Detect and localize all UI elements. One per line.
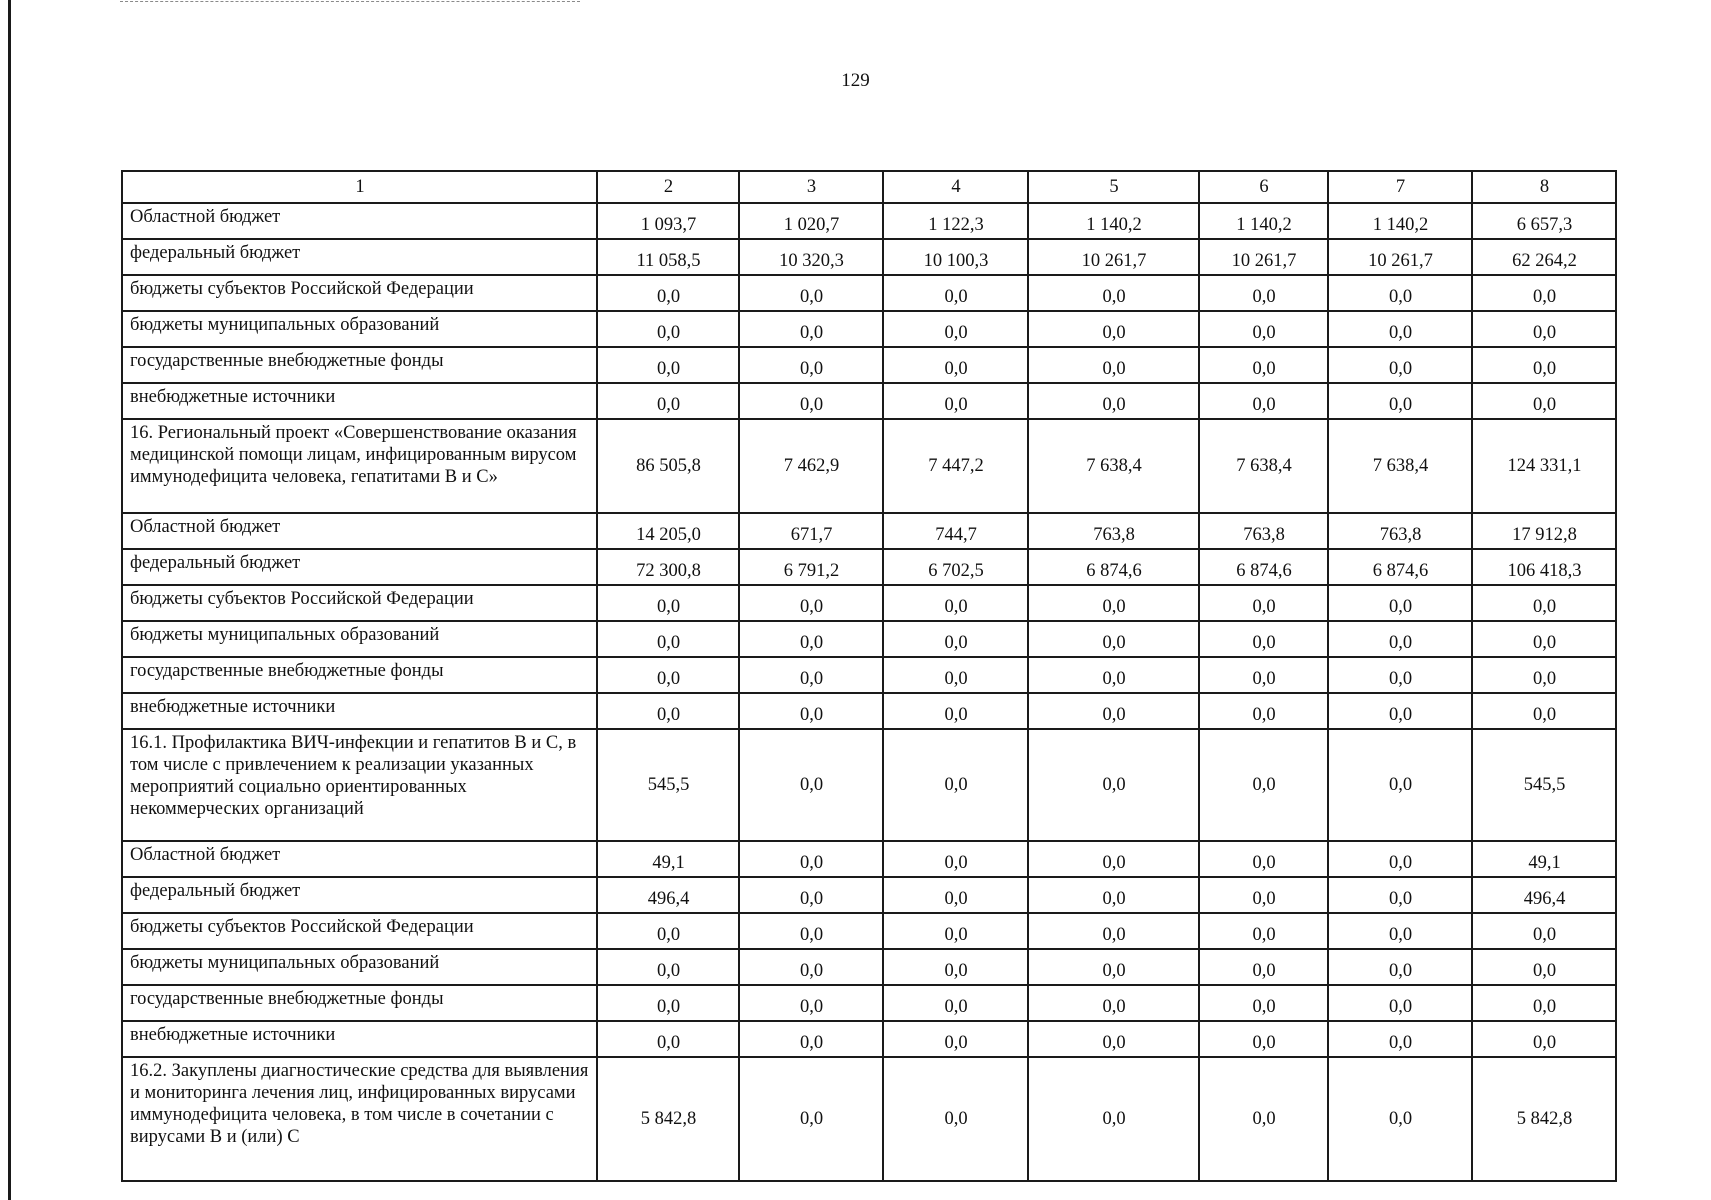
value-cell: 49,1 — [1472, 841, 1616, 877]
table-row — [122, 383, 1616, 419]
value-cell: 0,0 — [1028, 985, 1199, 1021]
row-label: бюджеты муниципальных образований — [122, 311, 597, 347]
value-cell: 5 842,8 — [1472, 1057, 1616, 1181]
value-cell: 0,0 — [1028, 693, 1199, 729]
value-cell: 0,0 — [1328, 621, 1472, 657]
value-cell: 0,0 — [883, 347, 1028, 383]
value-cell: 0,0 — [1028, 877, 1199, 913]
column-header: 4 — [883, 171, 1028, 203]
value-cell: 0,0 — [1328, 383, 1472, 419]
value-cell: 0,0 — [1328, 729, 1472, 841]
table-row — [122, 877, 1616, 913]
value-cell: 0,0 — [739, 1057, 883, 1181]
value-cell: 0,0 — [883, 1057, 1028, 1181]
table-row — [122, 1057, 1616, 1181]
value-cell: 0,0 — [1028, 275, 1199, 311]
column-header: 7 — [1328, 171, 1472, 203]
row-label: внебюджетные источники — [122, 383, 597, 419]
value-cell: 0,0 — [597, 913, 739, 949]
table-row — [122, 347, 1616, 383]
table-row — [122, 657, 1616, 693]
value-cell: 72 300,8 — [597, 549, 739, 585]
value-cell: 0,0 — [1328, 985, 1472, 1021]
row-label: государственные внебюджетные фонды — [122, 657, 597, 693]
value-cell: 5 842,8 — [597, 1057, 739, 1181]
value-cell: 1 140,2 — [1199, 203, 1328, 239]
table-row — [122, 841, 1616, 877]
value-cell: 0,0 — [1472, 693, 1616, 729]
value-cell: 0,0 — [739, 729, 883, 841]
table-row — [122, 585, 1616, 621]
table-header-row — [122, 171, 1616, 203]
value-cell: 0,0 — [1472, 1021, 1616, 1057]
value-cell: 0,0 — [1028, 311, 1199, 347]
value-cell: 0,0 — [1328, 1021, 1472, 1057]
value-cell: 744,7 — [883, 513, 1028, 549]
value-cell: 0,0 — [1028, 913, 1199, 949]
scan-artifact-line — [120, 1, 580, 2]
value-cell: 0,0 — [1199, 841, 1328, 877]
value-cell: 0,0 — [739, 1021, 883, 1057]
value-cell: 10 320,3 — [739, 239, 883, 275]
value-cell: 49,1 — [597, 841, 739, 877]
row-label: федеральный бюджет — [122, 239, 597, 275]
value-cell: 0,0 — [739, 347, 883, 383]
value-cell: 1 140,2 — [1328, 203, 1472, 239]
value-cell: 0,0 — [739, 585, 883, 621]
value-cell: 0,0 — [1199, 877, 1328, 913]
value-cell: 0,0 — [1199, 657, 1328, 693]
value-cell: 6 874,6 — [1328, 549, 1472, 585]
value-cell: 0,0 — [739, 311, 883, 347]
value-cell: 0,0 — [1199, 585, 1328, 621]
value-cell: 0,0 — [597, 311, 739, 347]
value-cell: 763,8 — [1199, 513, 1328, 549]
column-header: 5 — [1028, 171, 1199, 203]
value-cell: 86 505,8 — [597, 419, 739, 513]
table-row — [122, 513, 1616, 549]
value-cell: 0,0 — [883, 1021, 1028, 1057]
value-cell: 10 261,7 — [1328, 239, 1472, 275]
value-cell: 0,0 — [1028, 621, 1199, 657]
value-cell: 496,4 — [597, 877, 739, 913]
value-cell: 0,0 — [883, 275, 1028, 311]
value-cell: 0,0 — [1328, 1057, 1472, 1181]
value-cell: 0,0 — [1472, 585, 1616, 621]
value-cell: 7 462,9 — [739, 419, 883, 513]
value-cell: 0,0 — [883, 585, 1028, 621]
value-cell: 0,0 — [739, 383, 883, 419]
row-label: 16.2. Закуплены диагностические средства для выявления и мониторинга лечения лиц, инфицированных вирусами иммунодефицита человека, в том числе в сочетании с вирусами В и (или) С — [122, 1057, 597, 1181]
value-cell: 0,0 — [1028, 657, 1199, 693]
value-cell: 0,0 — [1472, 949, 1616, 985]
table-row — [122, 549, 1616, 585]
value-cell: 0,0 — [883, 877, 1028, 913]
value-cell: 0,0 — [1199, 693, 1328, 729]
value-cell: 0,0 — [1199, 1057, 1328, 1181]
table-row — [122, 203, 1616, 239]
value-cell: 0,0 — [597, 383, 739, 419]
value-cell: 0,0 — [1328, 275, 1472, 311]
table-row — [122, 239, 1616, 275]
row-label: бюджеты муниципальных образований — [122, 949, 597, 985]
row-label: Областной бюджет — [122, 841, 597, 877]
value-cell: 0,0 — [1028, 585, 1199, 621]
value-cell: 0,0 — [1199, 985, 1328, 1021]
value-cell: 0,0 — [739, 985, 883, 1021]
table-row — [122, 949, 1616, 985]
table-row — [122, 275, 1616, 311]
value-cell: 11 058,5 — [597, 239, 739, 275]
value-cell: 0,0 — [739, 693, 883, 729]
value-cell: 0,0 — [883, 985, 1028, 1021]
value-cell: 0,0 — [1472, 347, 1616, 383]
value-cell: 0,0 — [597, 985, 739, 1021]
value-cell: 10 261,7 — [1199, 239, 1328, 275]
table-row — [122, 985, 1616, 1021]
value-cell: 0,0 — [1028, 729, 1199, 841]
value-cell: 0,0 — [597, 1021, 739, 1057]
column-header: 6 — [1199, 171, 1328, 203]
value-cell: 763,8 — [1328, 513, 1472, 549]
value-cell: 496,4 — [1472, 877, 1616, 913]
value-cell: 0,0 — [883, 729, 1028, 841]
value-cell: 6 874,6 — [1199, 549, 1328, 585]
row-label: бюджеты субъектов Российской Федерации — [122, 585, 597, 621]
value-cell: 0,0 — [883, 621, 1028, 657]
value-cell: 0,0 — [1328, 949, 1472, 985]
value-cell: 10 100,3 — [883, 239, 1028, 275]
value-cell: 1 122,3 — [883, 203, 1028, 239]
row-label: государственные внебюджетные фонды — [122, 347, 597, 383]
row-label: федеральный бюджет — [122, 877, 597, 913]
table-row — [122, 1021, 1616, 1057]
value-cell: 0,0 — [883, 913, 1028, 949]
value-cell: 0,0 — [1199, 383, 1328, 419]
value-cell: 0,0 — [597, 949, 739, 985]
budget-table — [121, 170, 1617, 1182]
value-cell: 0,0 — [883, 311, 1028, 347]
row-label: внебюджетные источники — [122, 693, 597, 729]
value-cell: 545,5 — [1472, 729, 1616, 841]
value-cell: 0,0 — [1199, 949, 1328, 985]
value-cell: 0,0 — [597, 275, 739, 311]
value-cell: 0,0 — [1199, 347, 1328, 383]
value-cell: 0,0 — [1328, 693, 1472, 729]
value-cell: 0,0 — [1199, 621, 1328, 657]
value-cell: 0,0 — [1199, 1021, 1328, 1057]
value-cell: 0,0 — [883, 657, 1028, 693]
value-cell: 7 447,2 — [883, 419, 1028, 513]
value-cell: 0,0 — [1472, 657, 1616, 693]
row-label: бюджеты субъектов Российской Федерации — [122, 275, 597, 311]
row-label: внебюджетные источники — [122, 1021, 597, 1057]
value-cell: 6 791,2 — [739, 549, 883, 585]
value-cell: 545,5 — [597, 729, 739, 841]
value-cell: 0,0 — [1028, 1057, 1199, 1181]
value-cell: 0,0 — [1472, 913, 1616, 949]
value-cell: 0,0 — [739, 657, 883, 693]
value-cell: 6 657,3 — [1472, 203, 1616, 239]
value-cell: 0,0 — [1328, 841, 1472, 877]
value-cell: 0,0 — [1328, 347, 1472, 383]
value-cell: 0,0 — [1028, 1021, 1199, 1057]
value-cell: 0,0 — [739, 841, 883, 877]
value-cell: 0,0 — [1472, 311, 1616, 347]
value-cell: 14 205,0 — [597, 513, 739, 549]
value-cell: 0,0 — [1028, 347, 1199, 383]
value-cell: 0,0 — [1199, 913, 1328, 949]
value-cell: 0,0 — [883, 841, 1028, 877]
row-label: государственные внебюджетные фонды — [122, 985, 597, 1021]
table-row — [122, 913, 1616, 949]
value-cell: 0,0 — [1472, 621, 1616, 657]
value-cell: 7 638,4 — [1199, 419, 1328, 513]
value-cell: 7 638,4 — [1028, 419, 1199, 513]
row-label: бюджеты муниципальных образований — [122, 621, 597, 657]
value-cell: 0,0 — [1472, 383, 1616, 419]
value-cell: 106 418,3 — [1472, 549, 1616, 585]
value-cell: 6 702,5 — [883, 549, 1028, 585]
value-cell: 7 638,4 — [1328, 419, 1472, 513]
column-header: 2 — [597, 171, 739, 203]
value-cell: 0,0 — [597, 347, 739, 383]
value-cell: 0,0 — [597, 585, 739, 621]
value-cell: 671,7 — [739, 513, 883, 549]
value-cell: 0,0 — [739, 949, 883, 985]
table-row — [122, 621, 1616, 657]
value-cell: 763,8 — [1028, 513, 1199, 549]
value-cell: 10 261,7 — [1028, 239, 1199, 275]
value-cell: 0,0 — [1328, 877, 1472, 913]
value-cell: 0,0 — [597, 693, 739, 729]
value-cell: 0,0 — [597, 621, 739, 657]
value-cell: 0,0 — [739, 913, 883, 949]
value-cell: 0,0 — [1328, 913, 1472, 949]
table-row — [122, 729, 1616, 841]
value-cell: 0,0 — [1028, 841, 1199, 877]
value-cell: 0,0 — [739, 275, 883, 311]
page-number: 129 — [841, 70, 870, 91]
value-cell: 0,0 — [1028, 383, 1199, 419]
value-cell: 0,0 — [1328, 585, 1472, 621]
row-label: 16. Региональный проект «Совершенствование оказания медицинской помощи лицам, инфицированным вирусом иммунодефицита человека, гепатитами В и С» — [122, 419, 597, 513]
value-cell: 0,0 — [1472, 985, 1616, 1021]
table-row — [122, 693, 1616, 729]
value-cell: 0,0 — [1199, 311, 1328, 347]
row-label: Областной бюджет — [122, 513, 597, 549]
value-cell: 0,0 — [739, 621, 883, 657]
value-cell: 0,0 — [1328, 311, 1472, 347]
column-header: 8 — [1472, 171, 1616, 203]
row-label: федеральный бюджет — [122, 549, 597, 585]
row-label: бюджеты субъектов Российской Федерации — [122, 913, 597, 949]
value-cell: 0,0 — [883, 693, 1028, 729]
value-cell: 0,0 — [1472, 275, 1616, 311]
value-cell: 0,0 — [883, 949, 1028, 985]
column-header: 1 — [122, 171, 597, 203]
column-header: 3 — [739, 171, 883, 203]
page-edge-line — [8, 0, 11, 1200]
value-cell: 6 874,6 — [1028, 549, 1199, 585]
value-cell: 0,0 — [1028, 949, 1199, 985]
value-cell: 1 140,2 — [1028, 203, 1199, 239]
table-row — [122, 311, 1616, 347]
value-cell: 0,0 — [1199, 729, 1328, 841]
row-label: 16.1. Профилактика ВИЧ-инфекции и гепатитов В и С, в том числе с привлечением к реализации указанных мероприятий социально ориентированных некоммерческих организаций — [122, 729, 597, 841]
value-cell: 0,0 — [883, 383, 1028, 419]
value-cell: 0,0 — [1199, 275, 1328, 311]
value-cell: 0,0 — [1328, 657, 1472, 693]
table-row — [122, 419, 1616, 513]
value-cell: 1 020,7 — [739, 203, 883, 239]
value-cell: 0,0 — [739, 877, 883, 913]
value-cell: 0,0 — [597, 657, 739, 693]
value-cell: 124 331,1 — [1472, 419, 1616, 513]
value-cell: 17 912,8 — [1472, 513, 1616, 549]
row-label: Областной бюджет — [122, 203, 597, 239]
value-cell: 62 264,2 — [1472, 239, 1616, 275]
value-cell: 1 093,7 — [597, 203, 739, 239]
